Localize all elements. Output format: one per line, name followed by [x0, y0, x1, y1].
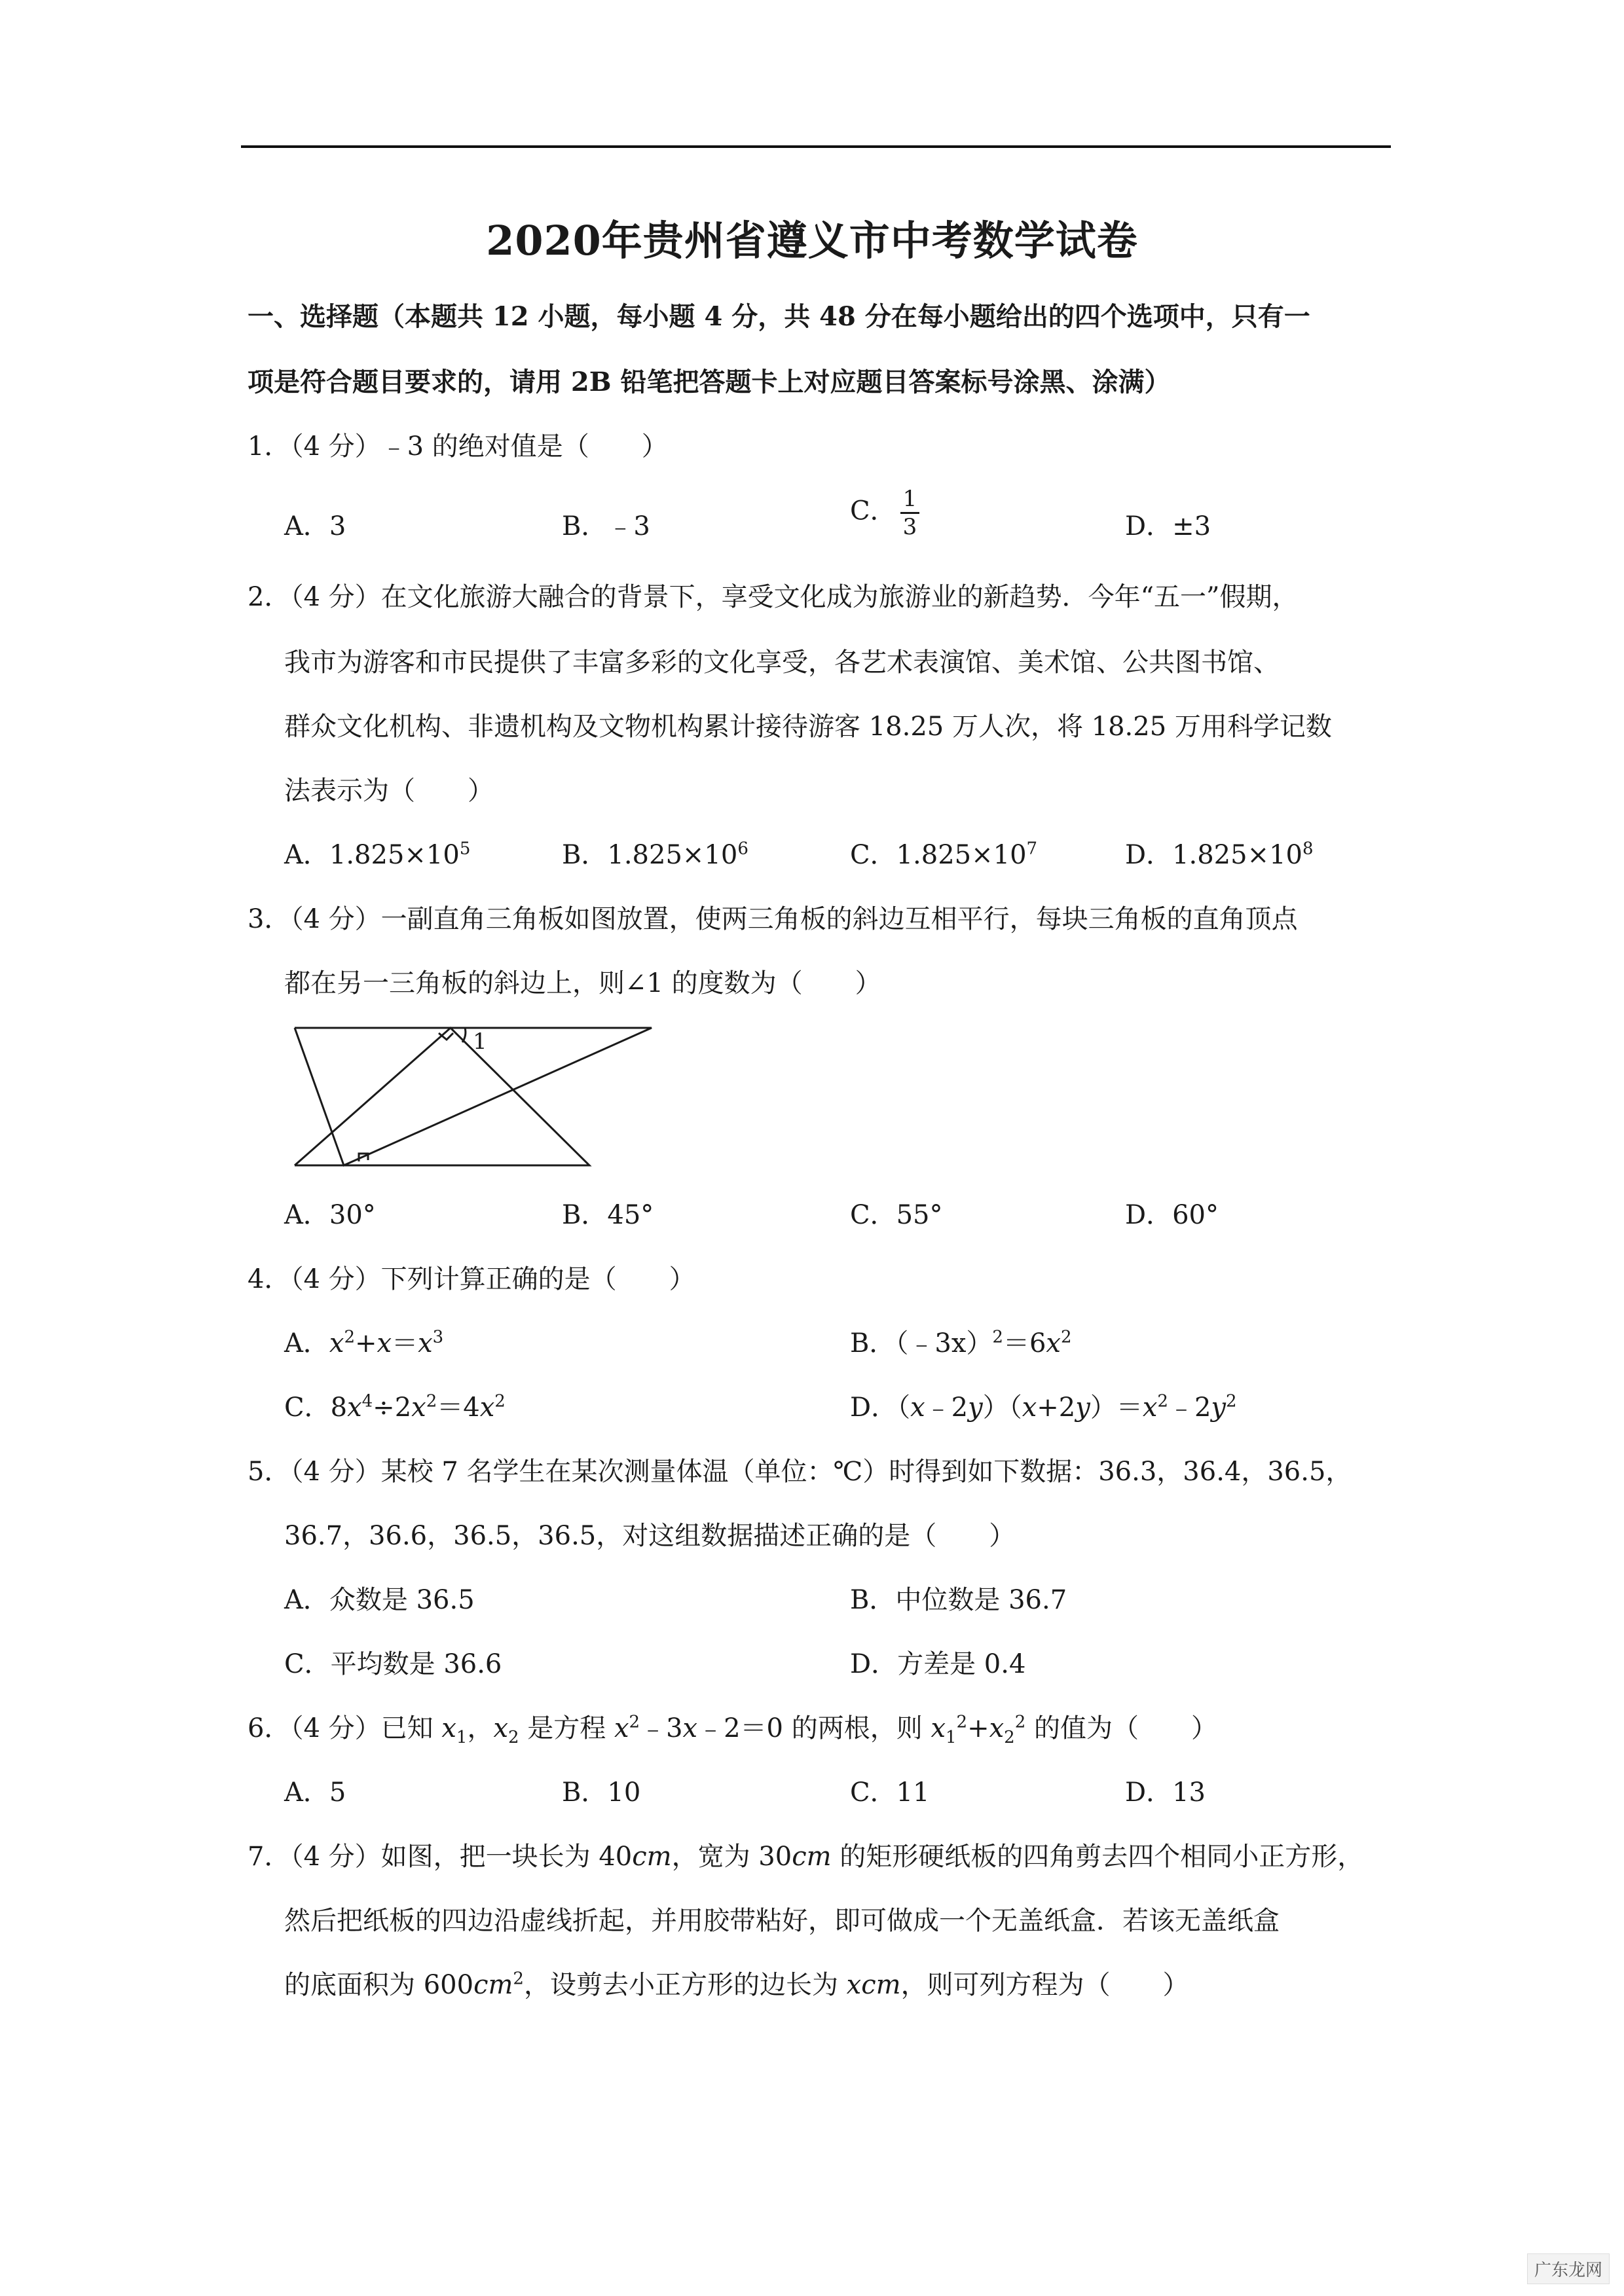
q4-option-d-label: D．: [850, 1393, 898, 1423]
question-5-line2: 36.7，36.6，36.5，36.5，对这组数据描述正确的是（ ）: [284, 1521, 1016, 1551]
question-6-stem: 6．（4 分）已知 $x_1$，$x_2$ 是方程 $x^2﹣3x﹣2=0$ 的两根，则 $x_1^2+x_2^2$ 的值为（ ）: [248, 1712, 1217, 1747]
page-title: 2020年贵州省遵义市中考数学试卷: [486, 217, 1138, 264]
question-5-line1: 5．（4 分）某校 7 名学生在某次测量体温（单位：℃）时得到如下数据：36.3，36.4，36.5，: [248, 1457, 1352, 1487]
q4-option-d: D．$(x﹣2y)(x+2y)=x^2﹣2y^2$: [850, 1391, 1237, 1423]
q3-option-a: A．30°: [284, 1200, 376, 1230]
q2-option-b-exponent: 6: [737, 839, 748, 859]
q4-option-b: B．$(﹣3x)^2=6x^2$: [850, 1327, 1072, 1358]
site-watermark: 广东龙网: [1527, 2253, 1610, 2284]
q1-fraction-numerator: 1: [900, 486, 920, 514]
q2-option-c-exponent: 7: [1026, 839, 1038, 859]
q1-option-d: D．±3: [1125, 511, 1211, 541]
q4-option-c: C．$8x^4\div 2x^2=4x^2$: [284, 1391, 506, 1423]
question-2-line3: 群众文化机构、非遗机构及文物机构累计接待游客 18.25 万人次，将 18.25 万用科学记数: [284, 712, 1332, 742]
question-7-line3: 的底面积为 $600cm^2$，设剪去小正方形的边长为 xcm，则可列方程为（ ）: [284, 1969, 1189, 2000]
q1-fraction-denominator: 3: [902, 514, 917, 540]
question-1-stem: 1．（4 分）﹣3 的绝对值是（ ）: [248, 431, 668, 462]
q4-option-a: A．$x^2+x=x^3$: [284, 1327, 444, 1358]
q4-option-a-label: A．: [284, 1328, 329, 1358]
q1-option-a: A．3: [284, 511, 346, 541]
triangle-figure: [282, 1008, 674, 1178]
q3-option-c: C．55°: [850, 1200, 943, 1230]
q2-option-c-text: C．1.825×10: [850, 840, 1027, 870]
q5-option-a: A．众数是 36.5: [284, 1585, 475, 1615]
q3-option-d: D．60°: [1125, 1200, 1219, 1230]
question-7-line2: 然后把纸板的四边沿虚线折起，并用胶带粘好，即可做成一个无盖纸盒．若该无盖纸盒: [284, 1906, 1280, 1936]
q2-option-a-text: A．1.825×10: [284, 840, 460, 870]
section-instructions-line2: 项是符合题目要求的，请用 2B 铅笔把答题卡上对应题目答案标号涂黑、涂满）: [248, 367, 1171, 397]
header-rule: [241, 145, 1391, 148]
question-2-line4: 法表示为（ ）: [284, 776, 494, 806]
q2-option-a: [284, 834, 470, 871]
q6-option-d: D．13: [1125, 1777, 1206, 1808]
question-4-stem: 4．（4 分）下列计算正确的是（ ）: [248, 1264, 695, 1294]
q1-option-b: B．﹣3: [562, 511, 650, 541]
q5-option-d: D．方差是 0.4: [850, 1649, 1026, 1679]
question-2-line1: 2．（4 分）在文化旅游大融合的背景下，享受文化成为旅游业的新趋势．今年“五一”假期，: [248, 582, 1299, 612]
q4-option-c-label: C．: [284, 1393, 331, 1423]
q1-fraction: [900, 486, 920, 540]
q2-option-d: [1125, 834, 1314, 871]
triangle-2: [295, 1028, 589, 1165]
q6-option-a: A．5: [284, 1777, 346, 1808]
question-3-line2: 都在另一三角板的斜边上，则∠1 的度数为（ ）: [284, 968, 881, 998]
question-3-line1: 3．（4 分）一副直角三角板如图放置，使两三角板的斜边互相平行，每块三角板的直角顶点: [248, 904, 1298, 934]
q1-option-c: [850, 486, 919, 540]
question-2-line2: 我市为游客和市民提供了丰富多彩的文化享受，各艺术表演馆、美术馆、公共图书馆、: [284, 647, 1280, 678]
q2-option-d-exponent: 8: [1302, 839, 1314, 859]
q5-option-c: C．平均数是 36.6: [284, 1649, 502, 1679]
q2-option-d-text: D．1.825×10: [1125, 840, 1302, 870]
angle-1-arc: [462, 1028, 466, 1042]
q2-option-c: [850, 834, 1037, 871]
question-7-line1: 7．（4 分）如图，把一块长为 40cm，宽为 30cm 的矩形硬纸板的四角剪去四个相同小正方形，: [248, 1842, 1364, 1872]
angle-1-label: 1: [473, 1029, 487, 1055]
section-instructions-line1: 一、选择题（本题共 12 小题，每小题 4 分，共 48 分在每小题给出的四个选项中，只有一: [248, 301, 1310, 332]
q5-option-b: B．中位数是 36.7: [850, 1585, 1067, 1615]
q1-option-c-label: C．: [850, 496, 896, 526]
q2-option-b-text: B．1.825×10: [562, 840, 738, 870]
q6-option-c: C．11: [850, 1777, 930, 1808]
q6-option-b: B．10: [562, 1777, 641, 1808]
q2-option-a-exponent: 5: [459, 839, 471, 859]
q3-option-b: B．45°: [562, 1200, 654, 1230]
q4-option-b-label: B．（﹣3x）: [850, 1328, 993, 1358]
q2-option-b: [562, 834, 748, 871]
